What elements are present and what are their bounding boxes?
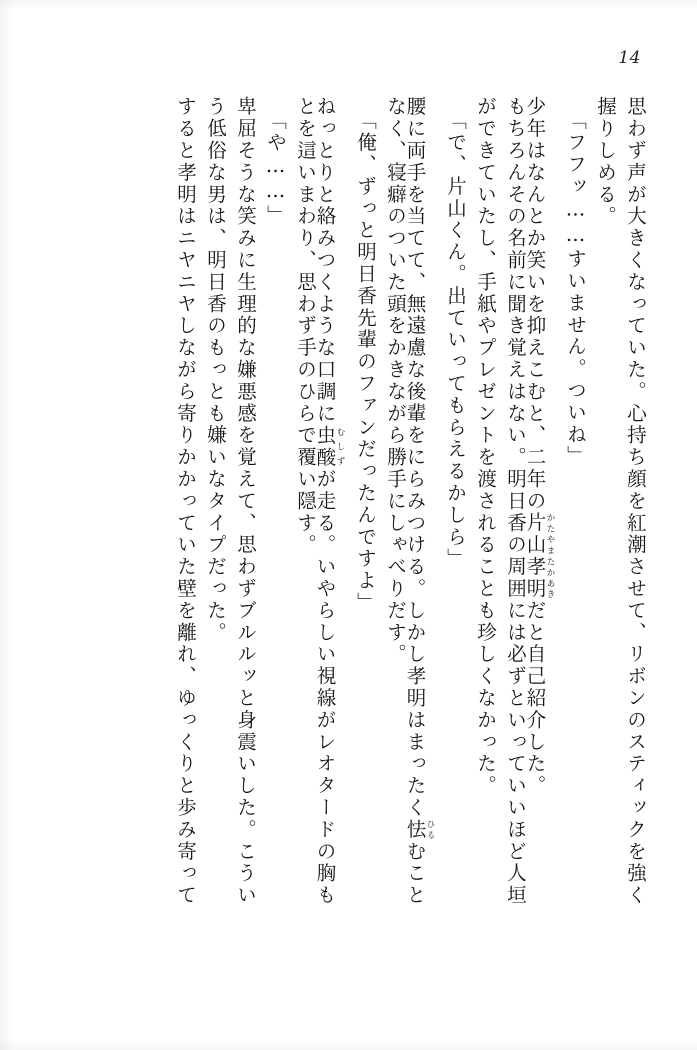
- text-column: すると孝明はニヤニヤしながら寄りかかっていた壁を離れ、ゆっくりと歩み寄って: [174, 96, 197, 907]
- text-column: 「俺、ずっと明日香先輩のファンだったんですよ」: [354, 110, 377, 614]
- text-column: 「フフッ……すいません。ついね」: [564, 110, 587, 468]
- text-column-with-ruby: 少年はなんとか笑いを抑えこむと、二年の片山孝明かたやまたかあきだと自己紹介した。: [523, 96, 555, 797]
- text-column-with-ruby: ねっとりと絡みつくような口調に虫酸むしずが走る。いやらしい視線がレオタードの胸も: [313, 96, 345, 907]
- scan-edge-bottom: [0, 1038, 697, 1050]
- scan-edge-top: [0, 0, 697, 10]
- text-column: 「や……」: [264, 110, 287, 227]
- vertical-text-body: [60, 96, 645, 1010]
- text-column: 思わず声が大きくなっていた。心持ち顔を紅潮させて、リボンのスティックを強く: [624, 96, 647, 907]
- text-column: 握りしめる。: [594, 96, 617, 228]
- text-column: ができていたし、手紙やプレゼントを渡されることも珍しくなかった。: [474, 96, 497, 797]
- ruby-mushizu: 虫酸むしず: [313, 424, 345, 469]
- text-column-with-ruby: 腰に両手を当てて、無遠慮な後輩をにらみつける。しかし孝明はまったく怯ひるむこと: [403, 96, 435, 907]
- text-column: う低俗な男は、明日香のもっとも嫌いなタイプだった。: [204, 96, 227, 644]
- scan-edge-left: [0, 0, 14, 1050]
- page-number: 14: [618, 48, 641, 68]
- text-column: 卑屈そうな笑みに生理的な嫌悪感を覚えて、思わずブルルッと身震いした。こうい: [234, 96, 257, 907]
- ruby-hirumu: 怯ひる: [403, 818, 435, 841]
- text-column: なく、寝癖のついた頭をかきながら勝手にしゃべりだす。: [384, 96, 407, 666]
- text-column: とを這いまわり、思わず手のひらで覆い隠す。: [294, 96, 317, 556]
- text-column: 「で、片山くん。出ていってもらえるかしら」: [444, 110, 467, 570]
- ruby-katayama-takaaki: 片山孝明かたやまたかあき: [523, 512, 555, 600]
- text-column: もちろんその名前に聞き覚えはない。明日香の周囲には必ずといっていいほど人垣: [504, 96, 527, 907]
